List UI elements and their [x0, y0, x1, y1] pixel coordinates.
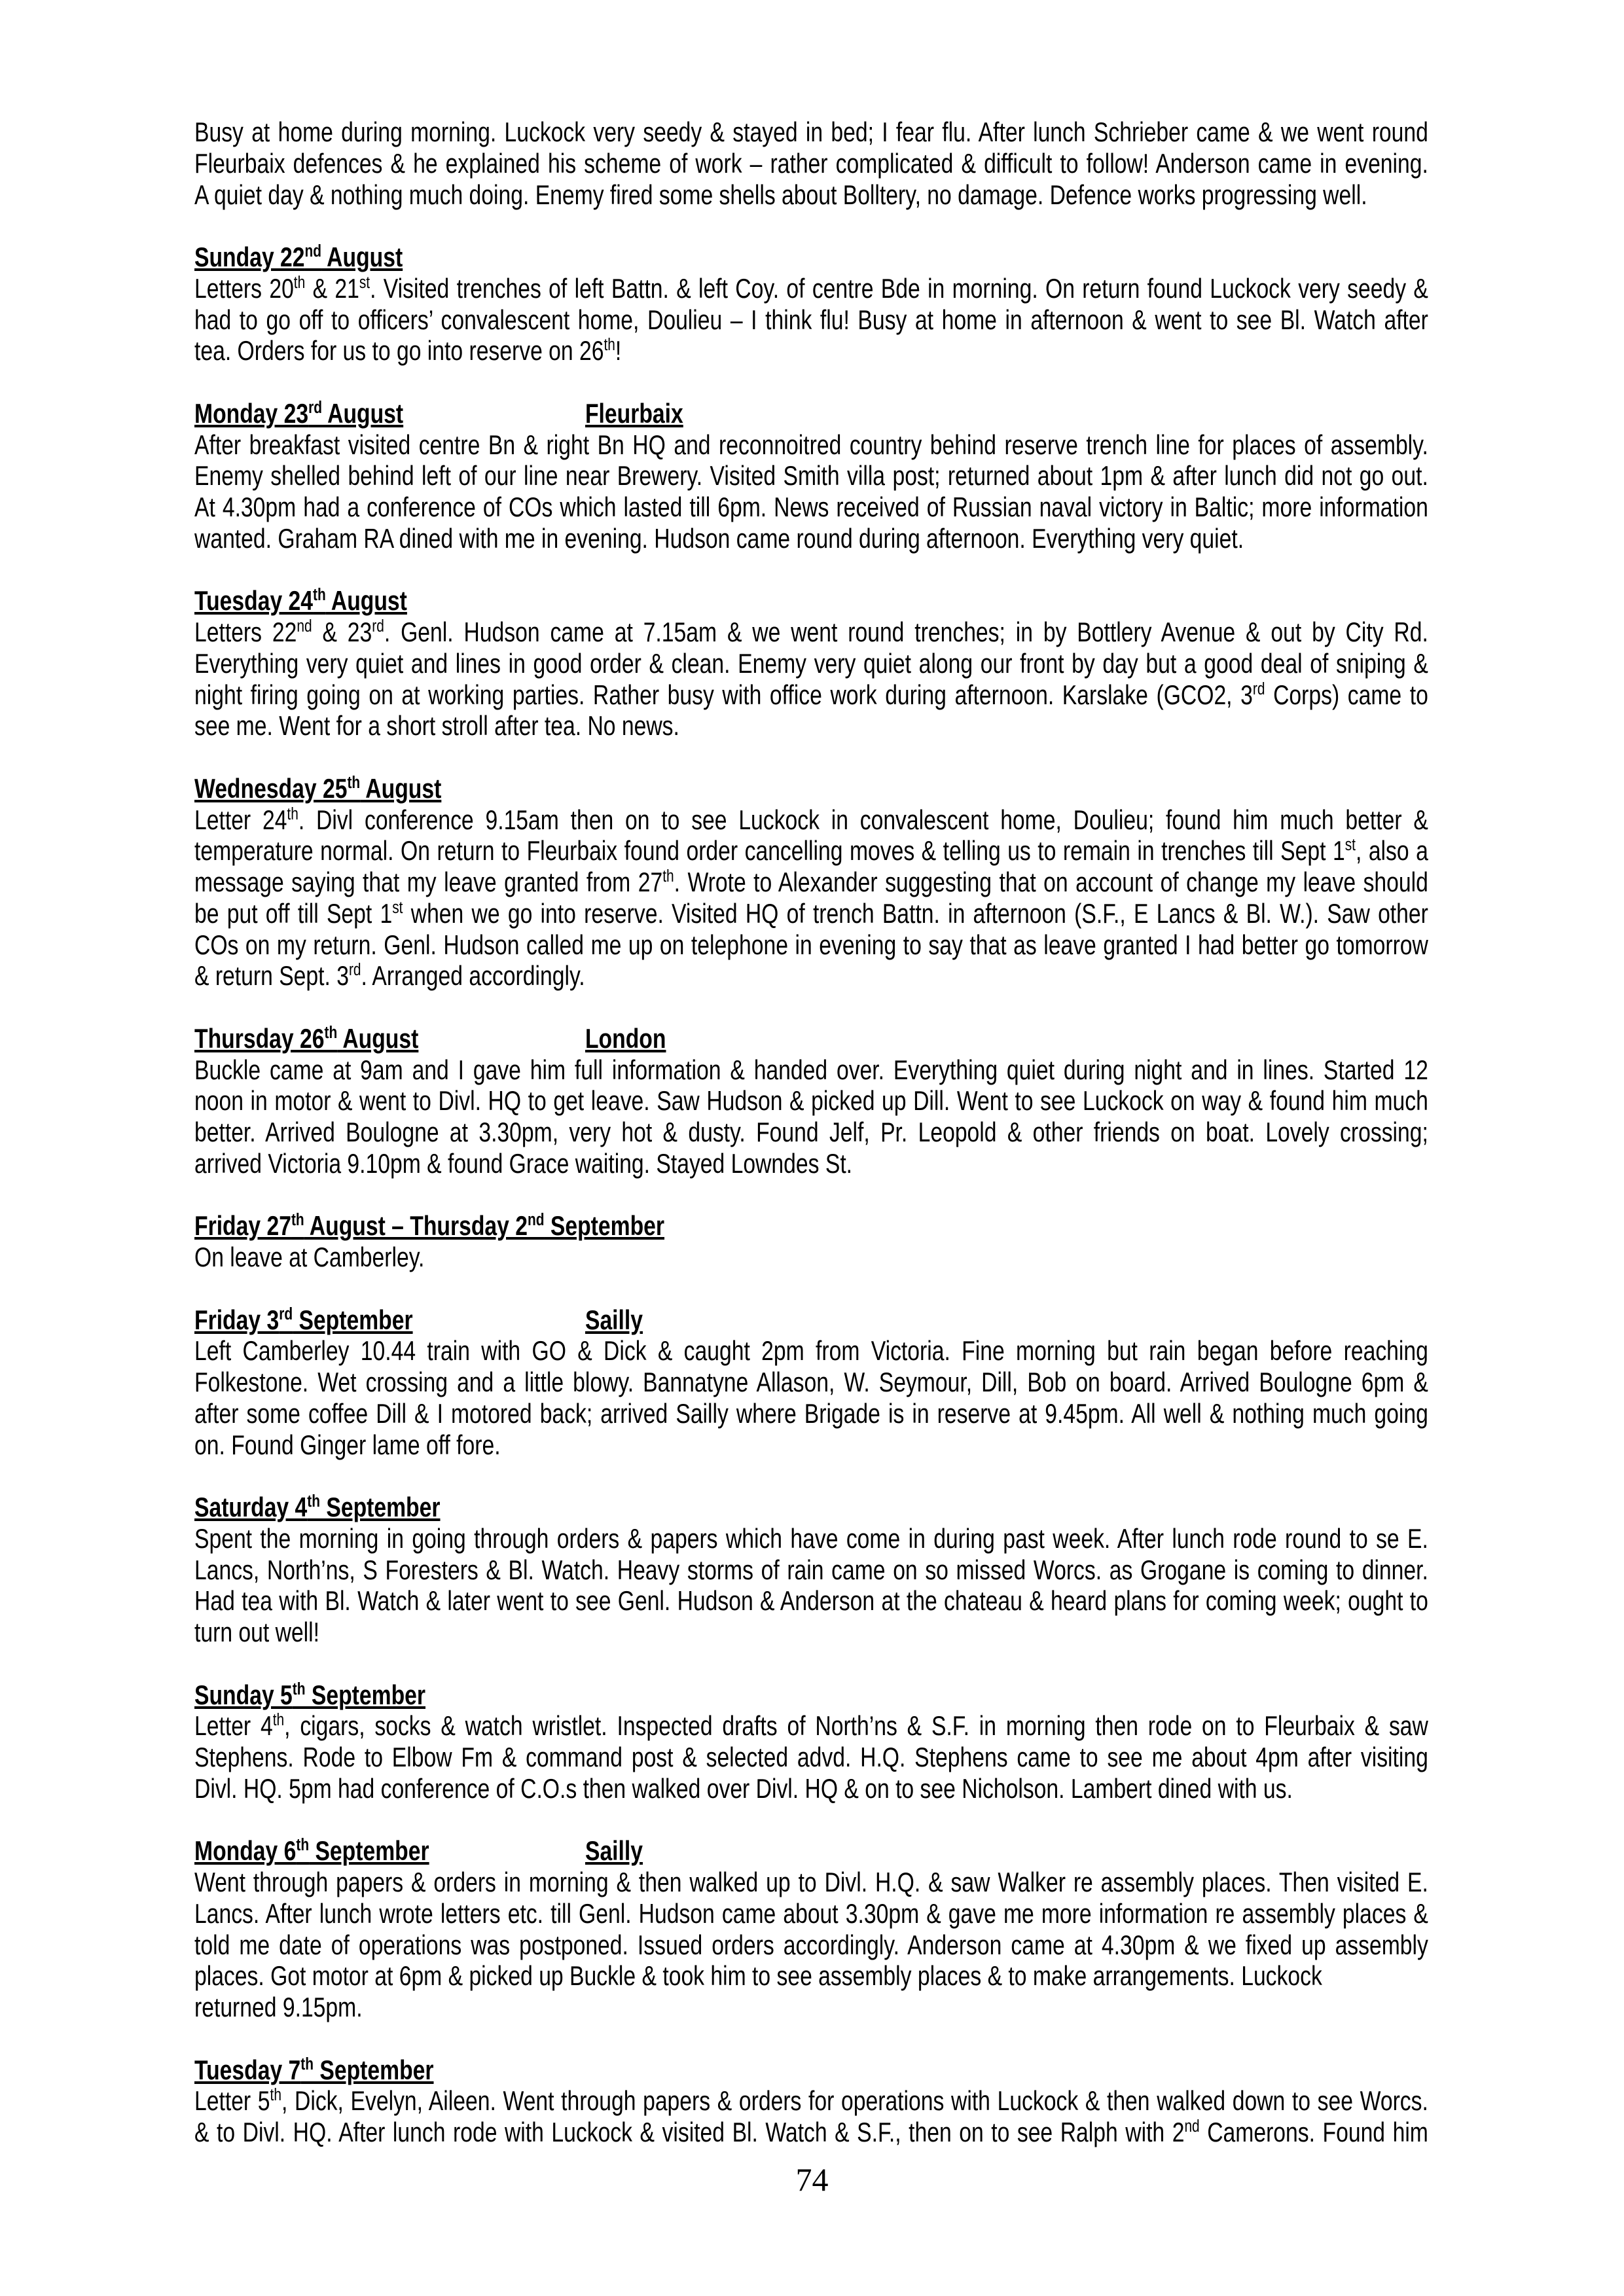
superscript-ordinal: rd: [372, 617, 384, 636]
text-run: returned 9.15pm.: [194, 1992, 363, 2022]
text-run: Monday 23: [194, 397, 309, 429]
entry-line: [194, 460, 1428, 492]
text-run: A quiet day & nothing much doing. Enemy fired some shells about Bolltery, no damage. Defence works progressing well.: [194, 179, 1367, 210]
text-run: after some coffee Dill & I motored back; arrived Sailly where Brigade is in reserve at 9.45pm. All well & nothing much going: [194, 1397, 1428, 1429]
diary-entry: [194, 773, 1428, 992]
text-run: August: [322, 397, 404, 429]
entry-heading-date: [194, 585, 407, 616]
superscript-ordinal: th: [270, 2086, 281, 2105]
entry-line: [194, 1867, 1428, 1898]
entry-line: [194, 1242, 1428, 1273]
text-run: Lancs, North’ns, S Foresters & Bl. Watch. Heavy storms of rain came on so missed Worcs. as Grogane is coming to dinner.: [194, 1554, 1428, 1585]
text-run: be put off till Sept 1: [194, 897, 393, 929]
entry-paragraph: [194, 617, 1428, 742]
entry-heading: [194, 1304, 1428, 1336]
text-run: Friday 3: [194, 1304, 280, 1335]
superscript-ordinal: nd: [1184, 2117, 1200, 2136]
superscript-ordinal: th: [291, 1211, 304, 1230]
text-run: turn out well!: [194, 1617, 320, 1647]
entry-line: [194, 1585, 1428, 1617]
text-run: . Wrote to Alexander suggesting that on account of change my leave should: [674, 867, 1428, 897]
entry-paragraph: [194, 804, 1428, 992]
entry-heading-place: Sailly: [585, 1304, 643, 1335]
superscript-ordinal: th: [347, 773, 361, 792]
text-run: COs on my return. Genl. Hudson called me up on telephone in evening to say that as leave granted I had better go tomorrow: [194, 929, 1428, 960]
superscript-ordinal: th: [293, 273, 306, 292]
entry-line: [194, 960, 1428, 992]
text-run: !: [615, 335, 622, 367]
text-run: August: [321, 242, 403, 272]
entry-heading-date: [194, 2054, 434, 2085]
entry-line: [194, 492, 1428, 523]
text-run: wanted. Graham RA dined with me in evening. Hudson came round during afternoon. Everything very quiet.: [194, 522, 1244, 554]
entry-heading-date: [194, 1679, 425, 1710]
text-run: , cigars, socks & watch wristlet. Inspected drafts of North’ns & S.F. in morning then rode on to Fleurbaix & saw: [284, 1710, 1428, 1742]
entry-paragraph: [194, 1242, 1428, 1273]
text-run: September: [305, 1679, 426, 1710]
text-run: & 21: [305, 272, 359, 304]
text-run: Letter 5: [194, 2085, 270, 2117]
diary-entry: [194, 2054, 1428, 2148]
entry-paragraph: [194, 117, 1428, 210]
text-run: Camerons. Found him: [1199, 2117, 1428, 2147]
superscript-ordinal: th: [272, 1711, 285, 1730]
text-run: Saturday 4: [194, 1492, 308, 1522]
text-run: After breakfast visited centre Bn & right Bn HQ and reconnoitred country behind reserve trench line for places of assembly.: [194, 429, 1428, 460]
entry-paragraph: [194, 1523, 1428, 1648]
superscript-ordinal: th: [313, 586, 326, 605]
entry-line: [194, 2085, 1428, 2117]
entry-line: [194, 1960, 1428, 1992]
text-run: Friday 27: [194, 1210, 291, 1242]
entry-line: [194, 1148, 1428, 1179]
entry-line: [194, 1398, 1428, 1429]
superscript-ordinal: th: [604, 336, 615, 355]
entry-line: [194, 148, 1428, 179]
entry-line: [194, 1898, 1428, 1929]
text-run: Enemy shelled behind left of our line near Brewery. Visited Smith villa post; returned about 1pm & after lunch did not go out.: [194, 460, 1428, 492]
superscript-ordinal: rd: [279, 1304, 293, 1323]
text-run: Wednesday 25: [194, 772, 348, 804]
superscript-ordinal: th: [307, 1492, 320, 1511]
entry-paragraph: [194, 429, 1428, 554]
text-run: temperature normal. On return to Fleurbaix found order cancelling moves & telling us to remain in trenches till Sept 1: [194, 835, 1345, 867]
text-run: August: [337, 1022, 419, 1054]
text-run: At 4.30pm had a conference of COs which lasted till 6pm. News received of Russian naval victory in Baltic; more information: [194, 492, 1428, 522]
superscript-ordinal: th: [292, 1679, 306, 1698]
text-run: Lancs. After lunch wrote letters etc. till Genl. Hudson came about 3.30pm & gave me more information re assembly places &: [194, 1897, 1428, 1929]
entry-line: [194, 1554, 1428, 1586]
entry-heading-date: [194, 1304, 413, 1335]
text-run: Divl. HQ. 5pm had conference of C.O.s then walked over Divl. HQ & on to see Nicholson. Lambert dined with us.: [194, 1772, 1293, 1804]
entry-line: [194, 1523, 1428, 1554]
text-run: on. Found Ginger lame off fore.: [194, 1429, 501, 1460]
text-run: & to Divl. HQ. After lunch rode with Luckock & visited Bl. Watch & S.F., then on to see Ralph with 2: [194, 2117, 1185, 2147]
text-run: . Genl. Hudson came at 7.15am & we went round trenches; in by Bottlery Avenue & out by City Rd.: [384, 617, 1428, 647]
text-run: places. Got motor at 6pm & picked up Buckle & took him to see assembly places & to make arrangements. Luckock: [194, 1960, 1322, 1992]
text-run: Sunday 5: [194, 1679, 293, 1710]
entry-line: [194, 1992, 1428, 2023]
entry-heading-place: Sailly: [585, 1835, 643, 1867]
entry-heading-date: [194, 773, 441, 804]
entry-line: [194, 523, 1428, 554]
text-run: Everything very quiet and lines in good order & clean. Enemy very quiet along our front by day but a good deal of sniping &: [194, 647, 1428, 679]
superscript-ordinal: nd: [304, 242, 322, 261]
superscript-ordinal: th: [300, 2054, 314, 2073]
superscript-ordinal: th: [296, 1836, 310, 1855]
text-run: September: [293, 1304, 413, 1335]
text-run: message saying that my leave granted from 27: [194, 867, 663, 897]
text-run: Folkestone. Wet crossing and a little blowy. Bannatyne Allason, W. Seymour, Dill, Bob on board. Arrived Boulogne 6pm &: [194, 1367, 1428, 1397]
superscript-ordinal: st: [392, 898, 403, 917]
text-run: September: [319, 1492, 441, 1522]
text-run: Tuesday 7: [194, 2054, 301, 2085]
entry-line: [194, 898, 1428, 929]
text-run: Went through papers & orders in morning & then walked up to Divl. H.Q. & saw Walker re assembly places. Then visited E.: [194, 1867, 1428, 1897]
text-run: Busy at home during morning. Luckock very seedy & stayed in bed; I fear flu. After lunch Schrieber came & we went round: [194, 117, 1428, 147]
entry-line: [194, 2117, 1428, 2148]
diary-entry: [194, 1023, 1428, 1179]
diary-entry: [194, 585, 1428, 742]
entry-line: [194, 429, 1428, 461]
entry-heading-place: Fleurbaix: [585, 397, 683, 429]
entry-line: [194, 929, 1428, 961]
entry-line: [194, 273, 1428, 304]
entry-line: [194, 804, 1428, 836]
text-run: September: [314, 2054, 434, 2085]
entry-heading: [194, 1679, 1428, 1711]
text-run: Thursday 26: [194, 1022, 325, 1054]
text-run: Tuesday 24: [194, 585, 314, 617]
text-run: Left Camberley 10.44 train with GO & Dick & caught 2pm from Victoria. Fine morning but rain began before reaching: [194, 1335, 1428, 1367]
entry-heading: [194, 398, 1428, 429]
superscript-ordinal: nd: [297, 617, 312, 636]
entry-line: [194, 835, 1428, 867]
entry-line: [194, 1710, 1428, 1742]
entry-line: [194, 179, 1428, 211]
text-run: . Divl conference 9.15am then on to see Luckock in convalescent home, Doulieu; found him much better &: [298, 804, 1428, 835]
text-run: Had tea with Bl. Watch & later went to see Genl. Hudson & Anderson at the chateau & heard plans for coming week; ought to: [194, 1585, 1428, 1617]
text-run: better. Arrived Boulogne at 3.30pm, very hot & dusty. Found Jelf, Pr. Leopold & other friends on boat. Lovely crossing;: [194, 1117, 1428, 1147]
diary-entry: [194, 1210, 1428, 1273]
text-run: Letters 22: [194, 617, 297, 647]
text-run: arrived Victoria 9.10pm & found Grace waiting. Stayed Lowndes St.: [194, 1147, 853, 1179]
entry-line: [194, 1085, 1428, 1117]
entry-paragraph: [194, 1992, 1428, 2023]
text-run: September: [309, 1835, 429, 1867]
diary-entry: [194, 1679, 1428, 1804]
superscript-ordinal: st: [1344, 836, 1356, 855]
text-run: night firing going on at working parties. Rather busy with office work during afternoon. Karslake (GCO2, 3: [194, 679, 1253, 710]
text-run: Fleurbaix defences & he explained his scheme of work – rather complicated & difficult to follow! Anderson came in evening.: [194, 147, 1428, 179]
text-run: & 23: [312, 617, 372, 647]
superscript-ordinal: th: [324, 1023, 338, 1042]
entry-heading: [194, 585, 1428, 617]
entry-line: [194, 1054, 1428, 1086]
text-run: , also a: [1355, 835, 1428, 867]
diary-entry: [194, 398, 1428, 554]
text-run: Buckle came at 9am and I gave him full information & handed over. Everything quiet during night and in lines. Started 12: [194, 1054, 1428, 1085]
superscript-ordinal: rd: [1252, 679, 1265, 698]
entry-line: [194, 1773, 1428, 1804]
entry-heading: [194, 242, 1428, 273]
entry-heading-date: [194, 242, 403, 272]
diary-entry: [194, 1835, 1428, 2023]
text-run: when we go into reserve. Visited HQ of trench Battn. in afternoon (S.F., E Lancs & Bl. W.). Saw other: [403, 897, 1428, 929]
entry-heading-date: [194, 1210, 664, 1241]
entry-line: [194, 1617, 1428, 1648]
entry-paragraph: [194, 1710, 1428, 1804]
superscript-ordinal: th: [287, 804, 298, 823]
superscript-ordinal: rd: [348, 961, 361, 980]
text-run: Corps) came to: [1265, 679, 1428, 710]
entry-heading-date: [194, 1492, 440, 1522]
text-run: Stephens. Rode to Elbow Fm & command post & selected advd. H.Q. Stephens came to see me about 4pm after visiting: [194, 1742, 1428, 1772]
text-run: Sunday 22: [194, 242, 305, 272]
entry-heading-date: [194, 398, 403, 429]
text-run: August – Thursday 2: [304, 1210, 528, 1242]
diary-entry: [194, 242, 1428, 367]
text-run: . Arranged accordingly.: [361, 960, 585, 992]
entry-heading: [194, 773, 1428, 804]
entry-line: [194, 1335, 1428, 1367]
text-run: see me. Went for a short stroll after tea. No news.: [194, 710, 679, 742]
entry-heading: [194, 1210, 1428, 1242]
text-run: tea. Orders for us to go into reserve on 26: [194, 335, 604, 367]
entry-line: [194, 710, 1428, 742]
superscript-ordinal: st: [359, 273, 370, 292]
entry-line: [194, 117, 1428, 148]
text-run: had to go off to officers’ convalescent home, Doulieu – I think flu! Busy at home in afternoon & went to see Bl. Watch after: [194, 304, 1428, 335]
entry-paragraph: [194, 2085, 1428, 2148]
entry-heading-place: London: [585, 1022, 666, 1054]
entry-heading: [194, 2054, 1428, 2086]
entry-heading: [194, 1023, 1428, 1054]
entry-line: [194, 304, 1428, 336]
text-run: Letter 4: [194, 1710, 273, 1742]
entry-heading-date: [194, 1023, 418, 1054]
superscript-ordinal: nd: [528, 1211, 545, 1230]
superscript-ordinal: rd: [308, 398, 323, 417]
diary-entry: [194, 1304, 1428, 1461]
entry-heading: [194, 1492, 1428, 1523]
entry-line: [194, 1367, 1428, 1398]
diary-entry: [194, 1492, 1428, 1648]
text-run: August: [360, 772, 442, 804]
entry-line: [194, 335, 1428, 367]
entry-paragraph: [194, 1867, 1428, 1992]
text-run: On leave at Camberley.: [194, 1242, 425, 1272]
entry-paragraph: [194, 273, 1428, 367]
entry-line: [194, 1117, 1428, 1148]
entry-paragraph: [194, 1054, 1428, 1179]
text-run: , Dick, Evelyn, Aileen. Went through papers & orders for operations with Luckock & then walked down to see Worcs.: [281, 2085, 1428, 2117]
continued-entry-text: [194, 117, 1428, 210]
superscript-ordinal: th: [662, 867, 674, 886]
text-run: & return Sept. 3: [194, 960, 349, 992]
entry-heading-date: [194, 1835, 429, 1866]
text-run: told me date of operations was postponed. Issued orders accordingly. Anderson came at 4.30pm & we fixed up assembly: [194, 1929, 1428, 1960]
entry-paragraph: [194, 1335, 1428, 1460]
entry-line: [194, 648, 1428, 679]
text-run: Monday 6: [194, 1835, 297, 1867]
text-run: Spent the morning in going through orders & papers which have come in during past week. After lunch rode round to se E.: [194, 1522, 1428, 1554]
entry-line: [194, 1742, 1428, 1773]
text-run: Letters 20: [194, 272, 294, 304]
text-run: September: [544, 1210, 665, 1242]
text-run: noon in motor & went to Divl. HQ to get leave. Saw Hudson & picked up Dill. Went to see Luckock on way & found him much: [194, 1085, 1428, 1117]
entry-line: [194, 1429, 1428, 1461]
text-run: Letter 24: [194, 804, 287, 835]
entry-line: [194, 867, 1428, 898]
entry-line: [194, 679, 1428, 711]
text-run: August: [325, 585, 407, 617]
text-run: . Visited trenches of left Battn. & left Coy. of centre Bde in morning. On return found Luckock very seedy &: [370, 272, 1428, 304]
entry-line: [194, 617, 1428, 648]
entry-line: [194, 1929, 1428, 1961]
page-number: 74: [795, 2161, 829, 2198]
entry-heading: [194, 1835, 1428, 1867]
diary-text-block: [194, 117, 1428, 2148]
